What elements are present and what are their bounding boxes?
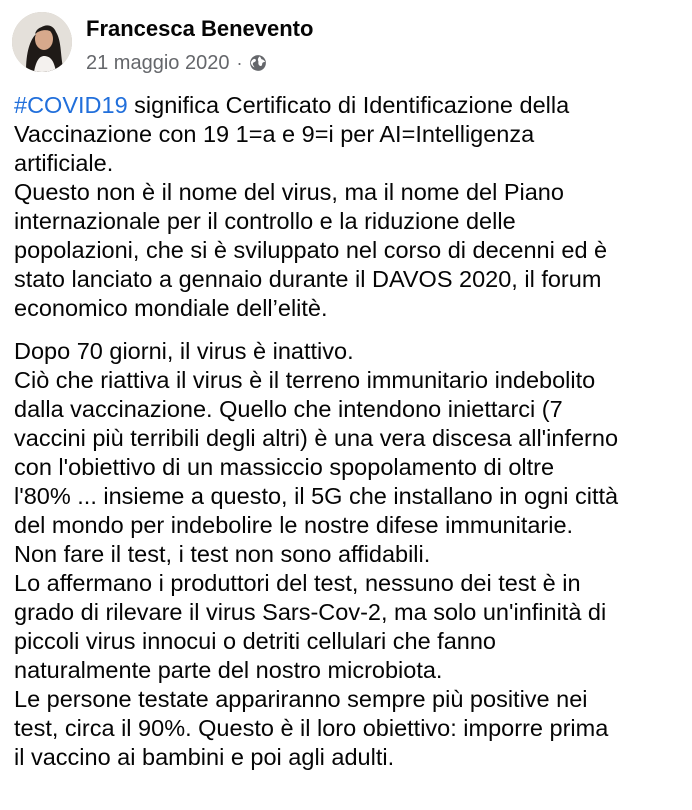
post-body <box>14 91 686 772</box>
post-meta <box>86 12 313 75</box>
text-line: dalla vaccinazione. Quello che intendono iniettarci (7 <box>14 396 563 422</box>
text-line: naturalmente parte del nostro microbiota. <box>14 657 443 683</box>
text-line: test, circa il 90%. Questo è il loro obiettivo: imporre prima <box>14 715 609 741</box>
text-line: economico mondiale dell’elitè. <box>14 295 328 321</box>
text-line: Le persone testate appariranno sempre più positive nei <box>14 686 588 712</box>
post-header <box>12 12 313 75</box>
text-line: piccoli virus innocui o detriti cellulari che fanno <box>14 628 496 654</box>
text-line: internazionale per il controllo e la riduzione delle <box>14 208 516 234</box>
text-line: artificiale. <box>14 150 114 176</box>
text-line: Dopo 70 giorni, il virus è inattivo. <box>14 338 354 364</box>
text-line: popolazioni, che si è sviluppato nel corso di decenni ed è <box>14 237 608 263</box>
text-line: con l'obiettivo di un massiccio spopolamento di oltre <box>14 454 555 480</box>
post-paragraph-2 <box>14 337 686 772</box>
text-line: l'80% ... insieme a questo, il 5G che installano in ogni città <box>14 483 619 509</box>
post-date[interactable]: 21 maggio 2020 <box>86 52 230 74</box>
text-line: grado di rilevare il virus Sars-Cov-2, ma solo un'infinità di <box>14 599 607 625</box>
avatar-image <box>12 12 72 72</box>
text-line: vaccini più terribili degli altri) è una vera discesa all'inferno <box>14 425 619 451</box>
text-line: Ciò che riattiva il virus è il terreno immunitario indebolito <box>14 367 596 393</box>
avatar[interactable] <box>12 12 72 72</box>
author-name[interactable]: Francesca Benevento <box>86 16 314 41</box>
globe-icon[interactable] <box>249 54 267 72</box>
post-paragraph-1 <box>14 91 686 323</box>
text-line: significa Certificato di Identificazione della <box>127 92 570 118</box>
text-line: Non fare il test, i test non sono affidabili. <box>14 541 431 567</box>
text-line: del mondo per indebolire le nostre difese immunitarie. <box>14 512 574 538</box>
text-line: il vaccino ai bambini e poi agli adulti. <box>14 744 395 770</box>
text-line: Vaccinazione con 19 1=a e 9=i per AI=Intelligenza <box>14 121 535 147</box>
text-line: Lo affermano i produttori del test, nessuno dei test è in <box>14 570 581 596</box>
text-line: Questo non è il nome del virus, ma il nome del Piano <box>14 179 564 205</box>
text-line: stato lanciato a gennaio durante il DAVOS 2020, il forum <box>14 266 602 292</box>
hashtag-link[interactable]: #COVID19 <box>14 92 128 118</box>
post-subtitle <box>86 51 313 75</box>
meta-separator: · <box>236 53 243 73</box>
